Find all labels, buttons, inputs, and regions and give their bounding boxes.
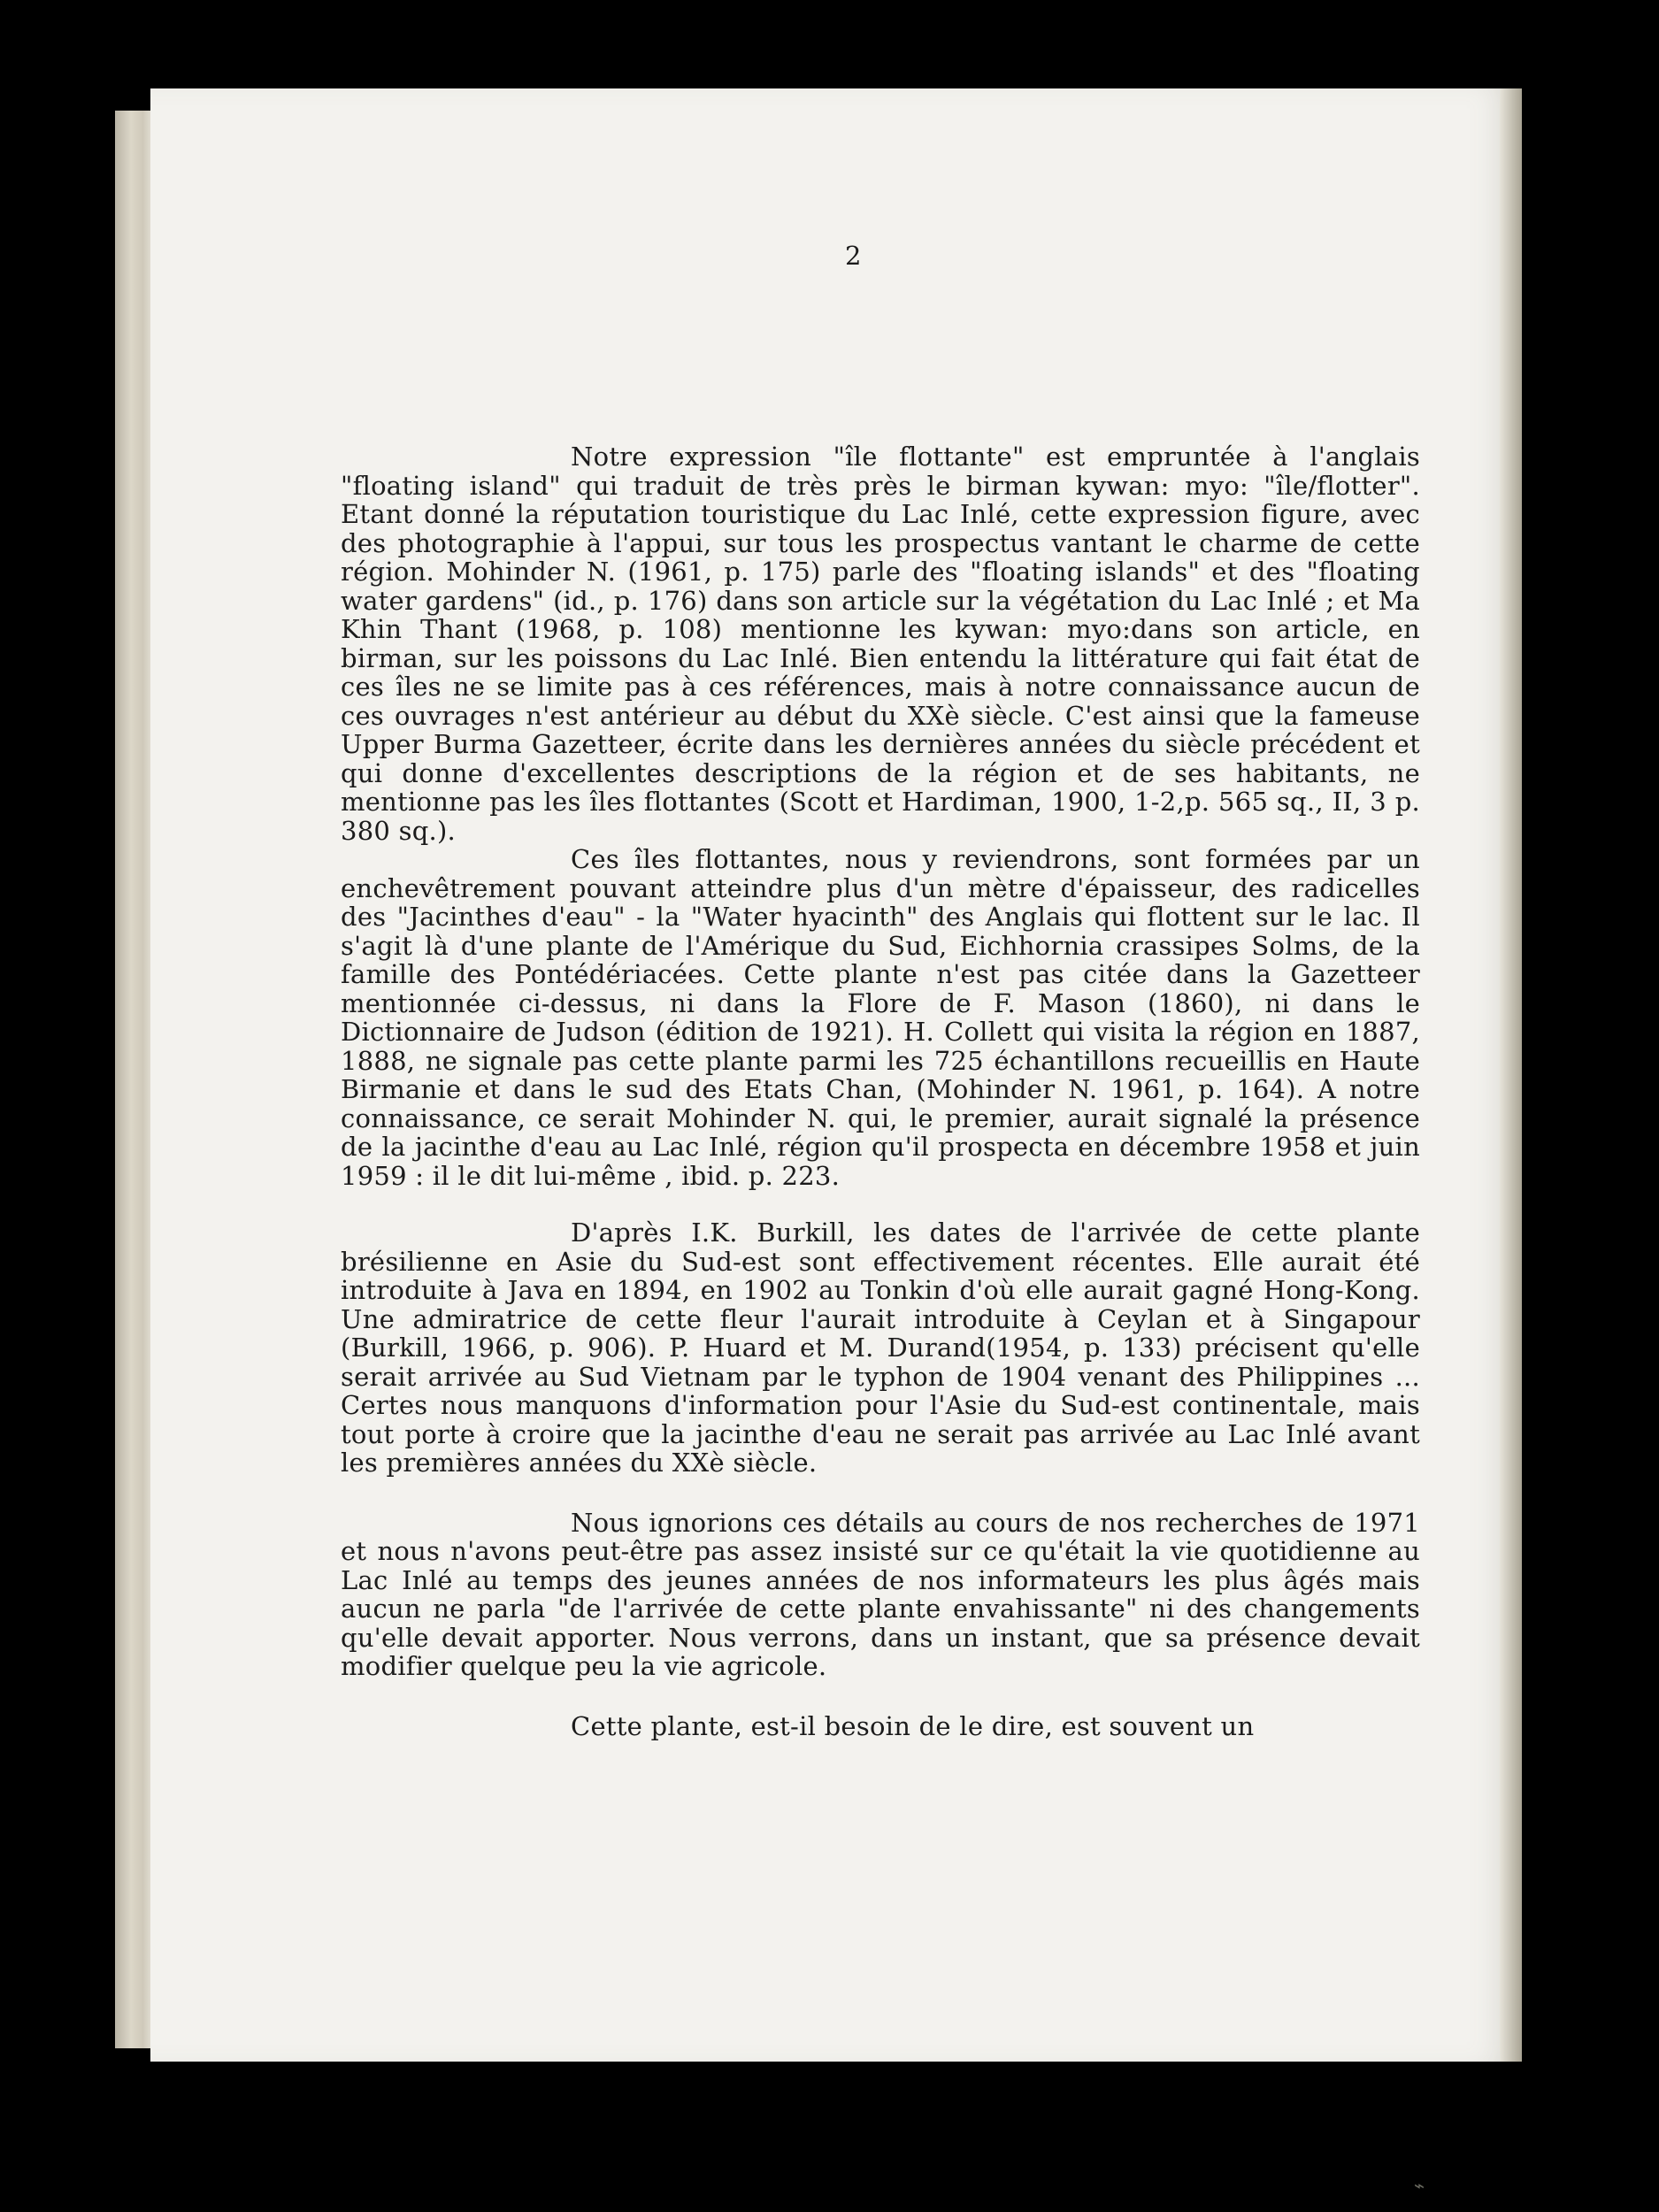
pencil-mark-icon: ⌁: [1414, 2175, 1425, 2196]
paragraph-5: Cette plante, est-il besoin de le dire, est souvent un: [571, 1710, 1255, 1741]
page-stack-edge: [115, 111, 155, 2048]
page-right-edge: [1500, 88, 1522, 2062]
body-text: [341, 442, 1420, 1740]
paragraph-1: Notre expression "île flottante" est empruntée à l'anglais "floating island" qui traduit de très près le birman kywan: myo: "île/flotter". Etant donné la réputation touristique du Lac Inlé, cette expression figure, avec des photographie à l'appui, sur tous les prospectus vantant le charme de cette région. Mohinder N. (1961, p. 175) parle des "floating islands" et des "floating water gardens" (id., p. 176) dans son article sur la végétation du Lac Inlé ; et Ma Khin Thant (1968, p. 108) mentionne les kywan: myo:dans son article, en birman, sur les poissons du Lac Inlé. Bien entendu la littérature qui fait état de ces îles ne se limite pas à ces références, mais à notre connaissance aucun de ces ouvrages n'est antérieur au début du XXè siècle. C'est ainsi que la fameuse Upper Burma Gazetteer, écrite dans les dernières années du siècle précédent et qui donne d'excellentes descriptions de la région et de ses habitants, ne mentionne pas les îles flottantes (Scott et Hardiman, 1900, 1-2,p. 565 sq., II, 3 p. 380 sq.).: [341, 442, 1420, 846]
page-number: 2: [845, 241, 862, 271]
paragraph-4: Nous ignorions ces détails au cours de nos recherches de 1971 et nous n'avons peut-être pas assez insisté sur ce qu'était la vie quotidienne au Lac Inlé au temps des jeunes années de nos informateurs les plus âgés mais aucun ne parla "de l'arrivée de cette plante envahissante" ni des changements qu'elle devait apporter. Nous verrons, dans un instant, que sa présence devait modifier quelque peu la vie agricole.: [341, 1507, 1420, 1681]
paragraph-2: Ces îles flottantes, nous y reviendrons, sont formées par un enchevêtrement pouvant atteindre plus d'un mètre d'épaisseur, des radicelles des "Jacinthes d'eau" - la "Water hyacinth" des Anglais qui flottent sur le lac. Il s'agit là d'une plante de l'Amérique du Sud, Eichhornia crassipes Solms, de la famille des Pontédériacées. Cette plante n'est pas citée dans la Gazetteer mentionnée ci-dessus, ni dans la Flore de F. Mason (1860), ni dans le Dictionnaire de Judson (édition de 1921). H. Collett qui visita la région en 1887, 1888, ne signale pas cette plante parmi les 725 échantillons recueillis en Haute Birmanie et dans le sud des Etats Chan, (Mohinder N. 1961, p. 164). A notre connaissance, ce serait Mohinder N. qui, le premier, aurait signalé la présence de la jacinthe d'eau au Lac Inlé, région qu'il prospecta en décembre 1958 et juin 1959 : il le dit lui-même , ibid. p. 223.: [341, 844, 1420, 1191]
paragraph-3: D'après I.K. Burkill, les dates de l'arrivée de cette plante brésilienne en Asie du Sud-est sont effectivement récentes. Elle aurait été introduite à Java en 1894, en 1902 au Tonkin d'où elle aurait gagné Hong-Kong. Une admiratrice de cette fleur l'aurait introduite à Ceylan et à Singapour (Burkill, 1966, p. 906). P. Huard et M. Durand(1954, p. 133) précisent qu'elle serait arrivée au Sud Vietnam par le typhon de 1904 venant des Philippines ... Certes nous manquons d'information pour l'Asie du Sud-est continentale, mais tout porte à croire que la jacinthe d'eau ne serait pas arrivée au Lac Inlé avant les premières années du XXè siècle.: [341, 1217, 1420, 1478]
